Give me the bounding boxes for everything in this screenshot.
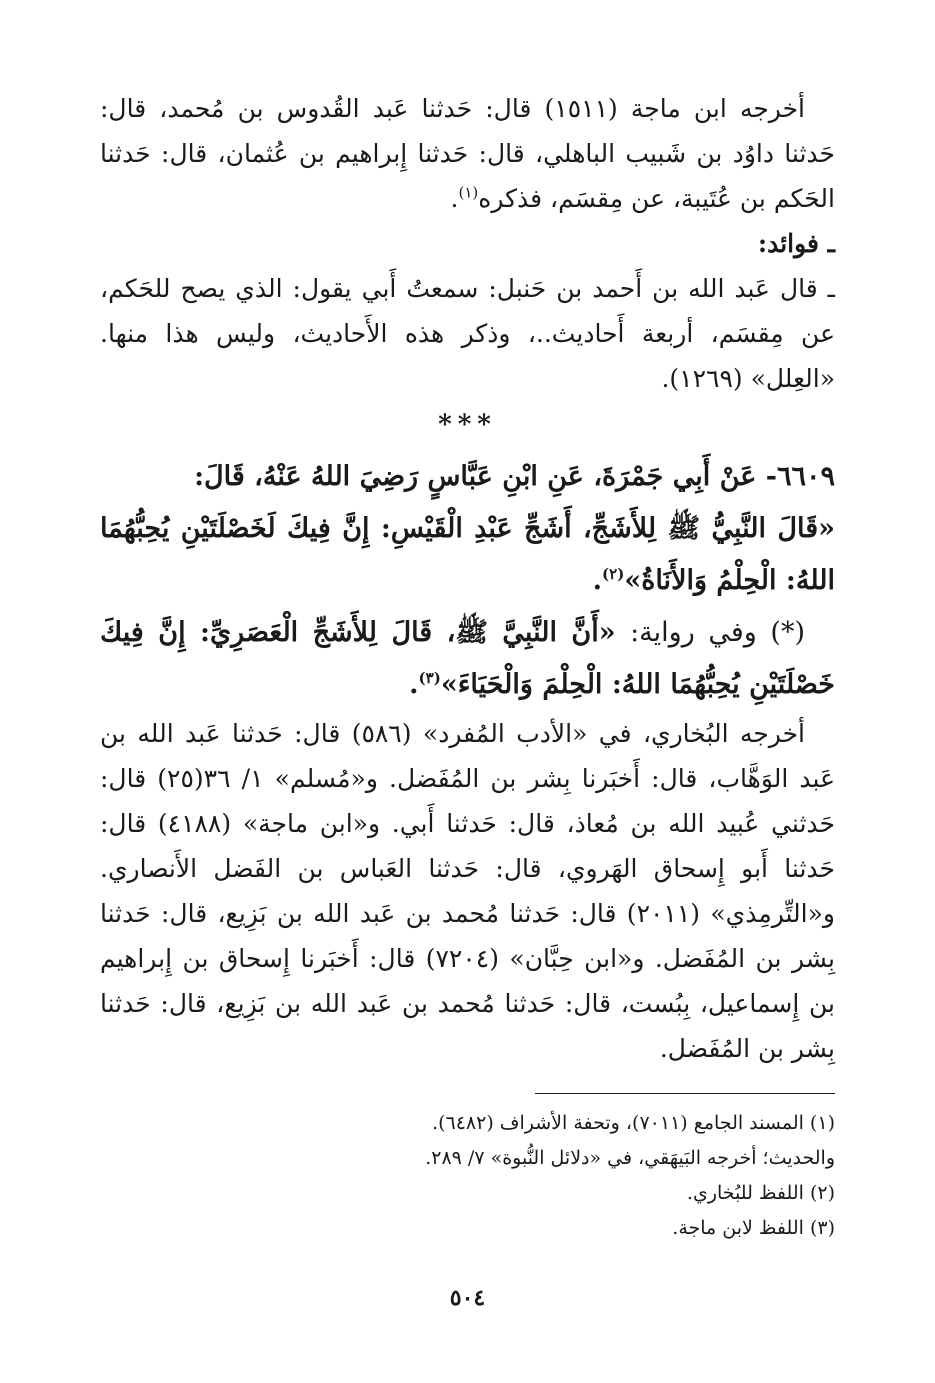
variant-narration — [100, 607, 835, 711]
footnote-divider — [535, 1093, 835, 1094]
footnotes — [100, 1106, 835, 1246]
benefits-heading: ـ فوائد: — [757, 229, 835, 258]
page-body — [100, 86, 835, 1246]
footnote-1-continuation: والحديث؛ أخرجه البَيهَقي، في «دلائل النُّبوة» ٧/ ٢٨٩. — [425, 1147, 835, 1169]
hadith-text: «قَالَ النَّبِيُّ ﷺ لِلأَشَجِّ، أَشَجِّ عَبْدِ الْقَيْسِ: إِنَّ فِيكَ لَخَصْلَتَيْنِ يُحِبُّهُمَا اللهُ: الْحِلْمُ وَالأَنَاةُ» — [100, 513, 835, 596]
sentence-end-1: . — [450, 184, 459, 213]
section-separator: *** — [438, 410, 497, 440]
hadith-matn — [100, 503, 835, 607]
sentence-end-3: . — [409, 669, 419, 700]
footnote-1: (١) المسند الجامع (٧٠١١)، وتحفة الأشراف (٦٤٨٢). — [432, 1112, 835, 1134]
takhrij-paragraph-2: أخرجه البُخاري، في «الأدب المُفرد» (٥٨٦) قال: حَدثنا عَبد الله بن عَبد الوَهَّاب، قال: أَخبَرنا بِشر بن المُفَضل. و«مُسلم» ١/ ٣٦(٢٥) قال: حَدثني عُبيد الله بن مُعاذ، قال: حَدثنا أَبي. و«ابن ماجة» (٤١٨٨) قال: حَدثنا أَبو إِسحاق الهَروي، قال: حَدثنا العَباس بن الفَضل الأَنصاري. و«التِّرمِذي» (٢٠١١) قال: حَدثنا مُحمد بن عَبد الله بن بَزِيع، قال: حَدثنا بِشر بن المُفَضل. و«ابن حِبَّان» (٧٢٠٤) قال: أَخبَرنا إِسحاق بن إِبراهيم بن إِسماعيل، بِبُست، قال: حَدثنا مُحمد بن عَبد الله بن بَزِيع، قال: حَدثنا بِشر بن المُفَضل. — [100, 719, 836, 1063]
hadith-heading — [100, 451, 835, 503]
footnote-ref-1: (١) — [458, 183, 479, 202]
page-number: ٥٠٤ — [449, 1285, 486, 1311]
footnote-2: (٢) اللفظ للبُخاري. — [686, 1182, 835, 1204]
hadith-isnad: عَنْ أَبِي جَمْرَةَ، عَنِ ابْنِ عَبَّاسٍ رَضِيَ اللهُ عَنْهُ، قَالَ: — [194, 461, 757, 492]
footnote-ref-2: (٢) — [602, 565, 625, 583]
hadith-number: ٦٦٠٩- — [765, 461, 835, 492]
footnote-ref-3: (٣) — [418, 669, 441, 687]
variant-marker: (*) وفي رواية: — [630, 617, 805, 648]
sentence-end-2: . — [592, 565, 603, 596]
footnote-3: (٣) اللفظ لابن ماجة. — [672, 1217, 835, 1239]
variant-text: «أَنَّ النَّبِيَّ ﷺ، قَالَ لِلأَشَجِّ الْعَصَرِيِّ: إِنَّ فِيكَ خَصْلَتَيْنِ يُحِبُّهُمَا اللهُ: الْحِلْمَ وَالْحَيَاءَ» — [100, 617, 835, 700]
takhrij-paragraph-1 — [100, 86, 835, 221]
takhrij-text-1: أخرجه ابن ماجة (١٥١١) قال: حَدثنا عَبد القُدوس بن مُحمد، قال: حَدثنا داوُد بن شَبيب الباهلي، قال: حَدثنا إِبراهيم بن عُثمان، قال: حَدثنا الحَكم بن عُتَيبة، عن مِقسَم، فذكره — [100, 94, 835, 213]
benefit-paragraph: ـ قال عَبد الله بن أَحمد بن حَنبل: سمعتُ أَبي يقول: الذي يصح للحَكم، عن مِقسَم، أربعة أَحاديث..، وذكر هذه الأَحاديث، وليس هذا منها. «العِلل» (١٢٦٩). — [100, 274, 835, 393]
